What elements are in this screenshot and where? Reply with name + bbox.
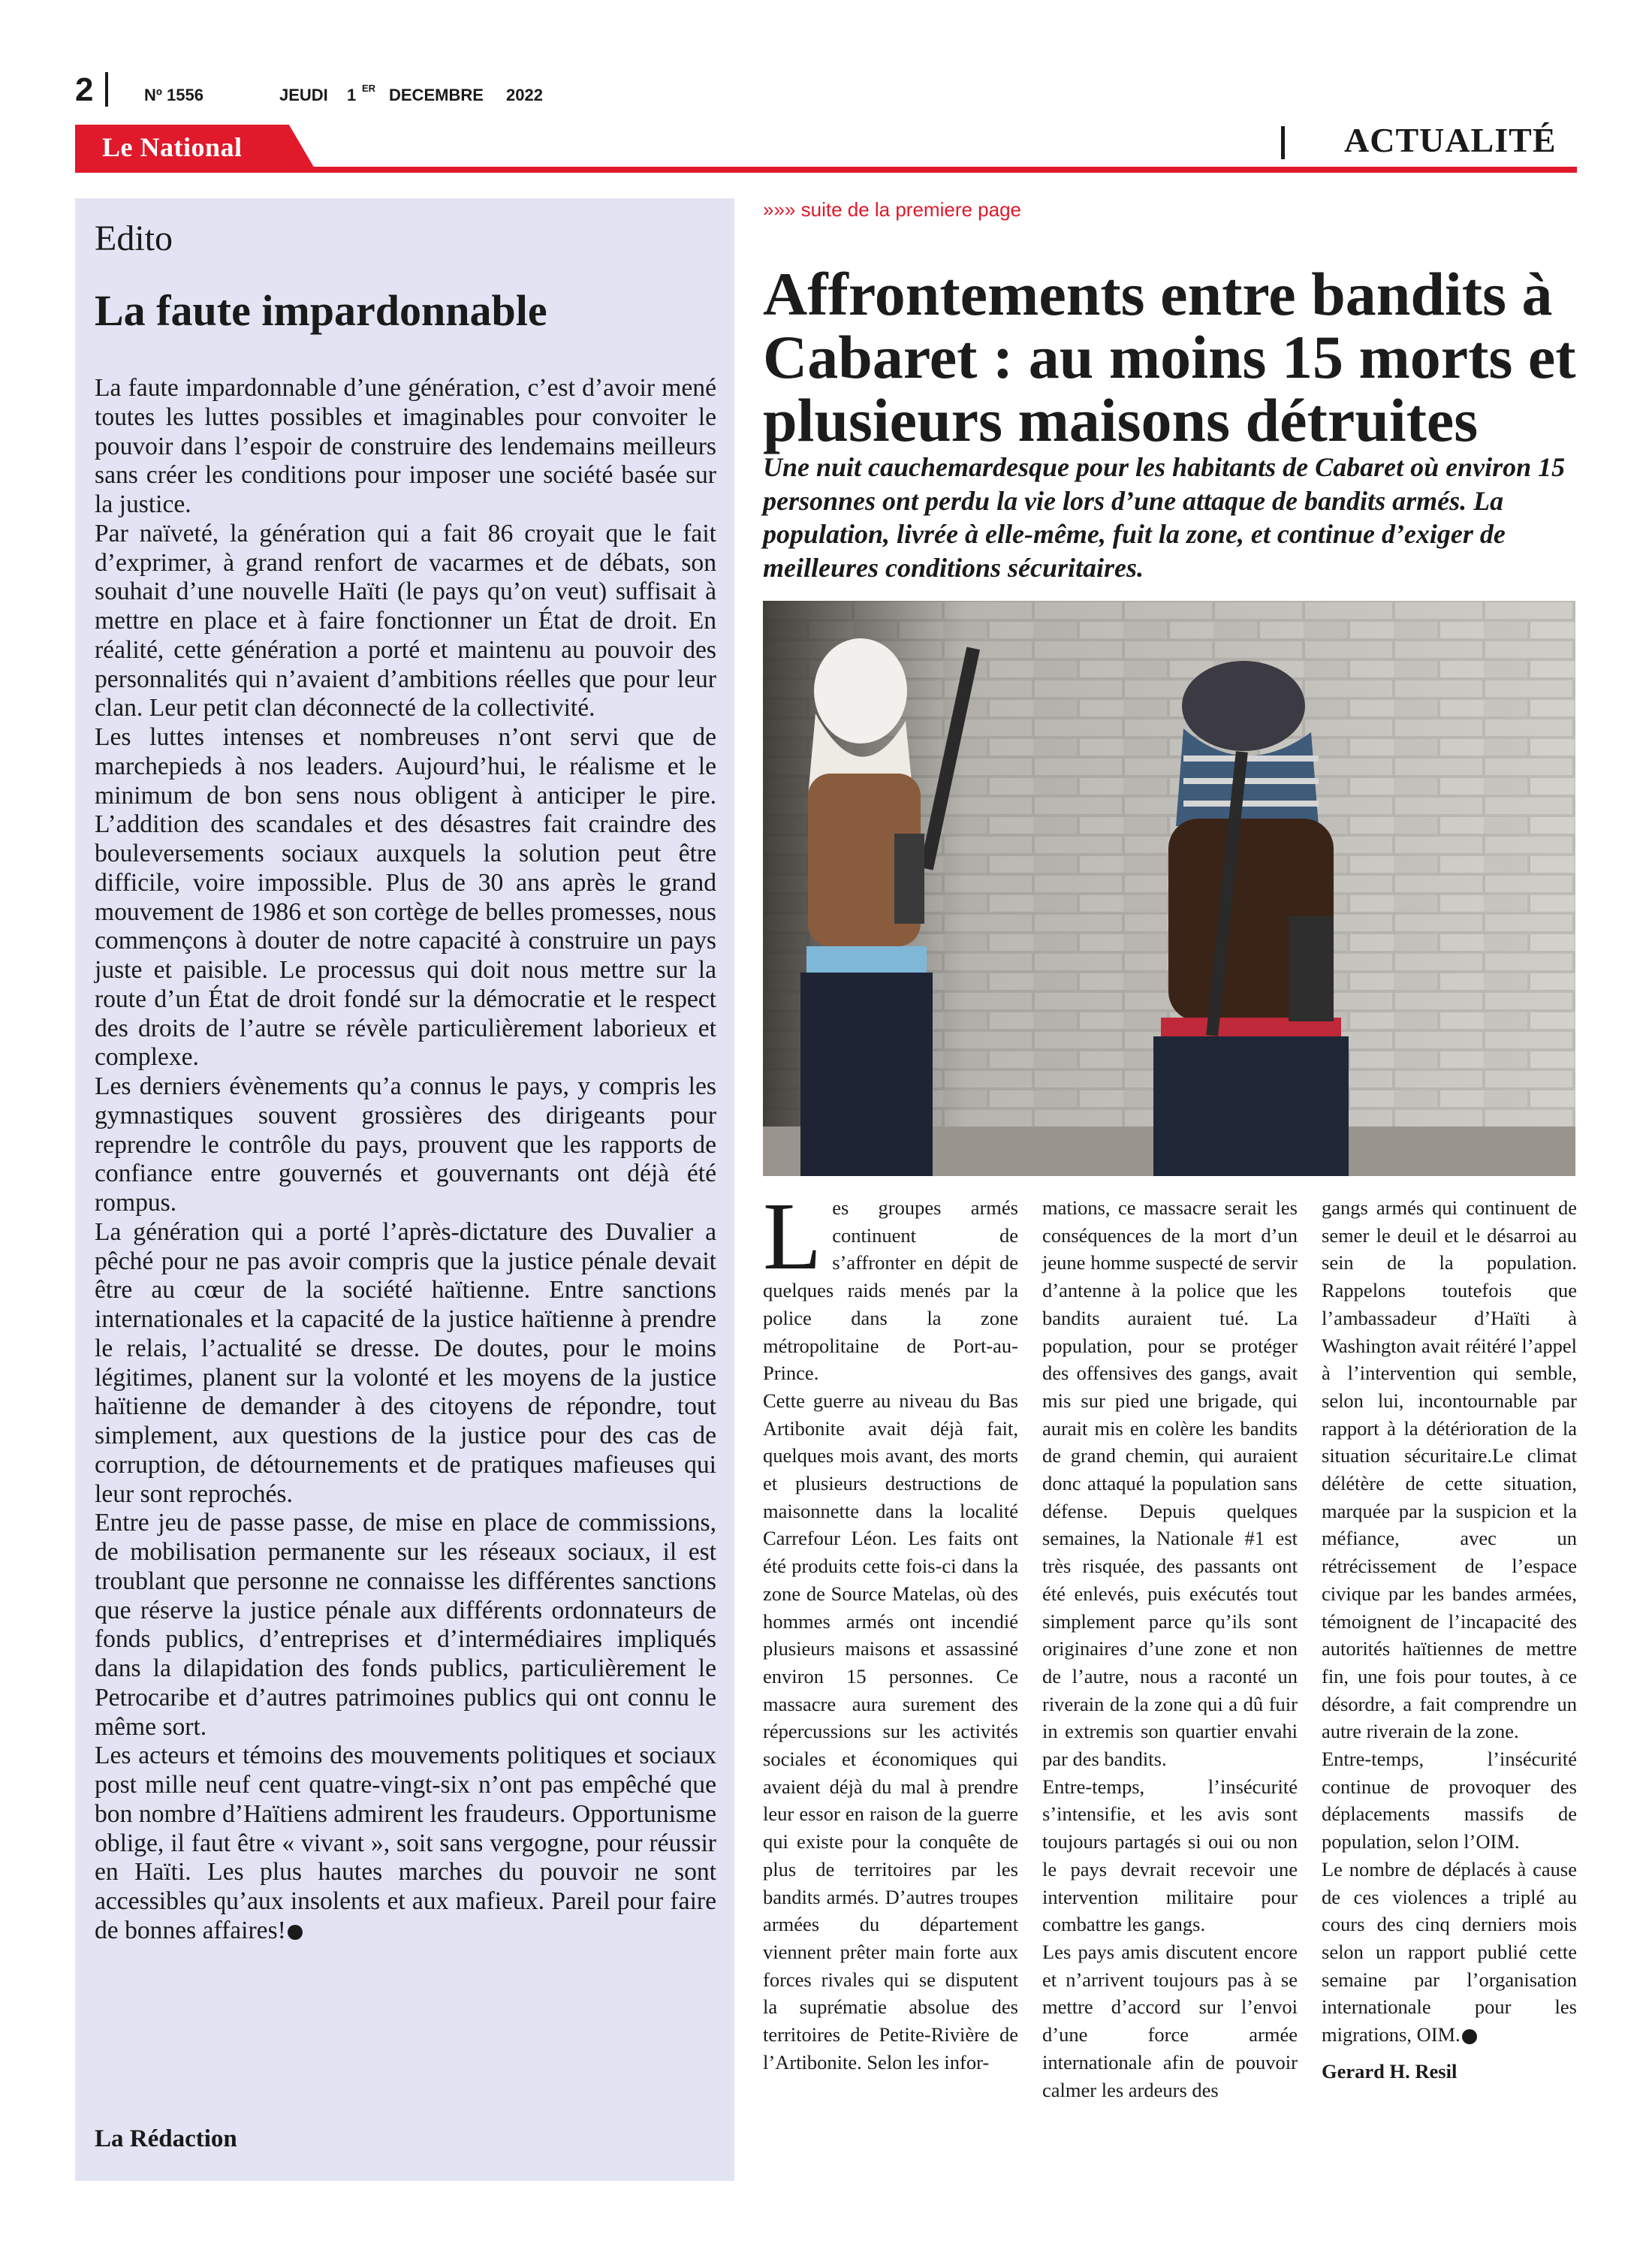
end-mark-icon bbox=[1462, 2029, 1477, 2044]
article-paragraph: Les pays amis discutent encore et n’arrivent toujours pas à se mettre d’accord sur l’envoi d’une force armée internationale afin de pouvoir calmer les ardeurs des bbox=[1042, 1940, 1298, 2101]
edito-paragraph: La faute impardonnable d’une génération, c’est d’avoir mené toutes les luttes possibles et imaginables pour convoiter le pouvoir dans l’espoir de construire des lendemains meilleurs sans créer les conditions pour imposer une société basée sur la justice. bbox=[95, 374, 716, 518]
edito-title: La faute impardonnable bbox=[95, 286, 547, 335]
article-paragraph bbox=[763, 1183, 1018, 1387]
article-column-3 bbox=[1322, 1194, 1577, 2086]
article-paragraph: Cette guerre au niveau du Bas Artibonite avait déjà fait, quelques mois avant, des morts et plusieurs destructions de maisonnette dans la localité Carrefour Léon. Les faits ont été produits cette fois-ci dans la zone de Source Matelas, où des hommes armés ont incendié plusieurs maisons et assassiné environ 15 personnes. Ce massacre aura surement des répercussions sur les activités sociales et économiques qui avaient déjà du mal à prendre leur essor en raison de la guerre qui existe pour la conquête de plus de territoires par les bandits armés. D’autres troupes armées du département viennent prêter main forte aux forces rivales qui se disputent la suprématie absolue des territoires de Petite-Rivière de l’Artibonite. Selon les infor- bbox=[763, 1389, 1018, 2074]
header-rule bbox=[75, 167, 1577, 173]
article-paragraph-text: es groupes armés continuent de s’affronter en dépit de quelques raids menés par la police dans la zone métropolitaine de Port-au-Prince. bbox=[763, 1196, 1018, 1385]
edito-paragraph: La génération qui a porté l’après-dictature des Duvalier a pêché pour ne pas avoir compris que la justice pénale devait être au cœur de la société haïtienne. Entre sanctions internationales et la capacité de la justice haïtienne à prendre le relais, l’actualité se dresse. De doutes, pour le moins légitimes, planent sur la volonté et les moyens de la justice haïtienne de demander à des citoyens de répondre, tout simplement, aux questions de la justice pour des cas de corruption, de détournements et de pratiques mafieuses qui leur sont reprochés. bbox=[95, 1217, 716, 1508]
edito-body bbox=[95, 374, 716, 1946]
article-photo bbox=[763, 601, 1575, 1176]
article-paragraph bbox=[1322, 1856, 1577, 2049]
article-deck: Une nuit cauchemardesque pour les habitants de Cabaret où environ 15 personnes ont perdu la vie lors d’une attaque de bandits armés. La population, livrée à elle-même, fuit la zone, et continue d’exiger de meilleures conditions sécuritaires. bbox=[763, 452, 1566, 583]
article-paragraph: Entre-temps, l’insécurité s’intensifie, et les avis sont toujours partagés si oui ou non le pays devrait recevoir une intervention militaire pour combattre les gangs. bbox=[1042, 1775, 1298, 1936]
brand-name: Le National bbox=[102, 132, 243, 162]
date-year: 2022 bbox=[506, 86, 543, 104]
edito-paragraph: Les derniers évènements qu’a connus le pays, y compris les gymnastiques souvent grossières des dirigeants pour reprendre le contrôle du pays, prouvent que les rapports de confiance entre gouvernés et gouvernants ont déjà été rompus. bbox=[95, 1072, 716, 1217]
drop-cap: L bbox=[763, 1183, 822, 1289]
page-number: 2 bbox=[75, 71, 94, 108]
article-paragraph: Entre-temps, l’insécurité continue de provoquer des déplacements massifs de population, selon l’OIM. bbox=[1322, 1748, 1577, 1853]
edito-kicker: Edito bbox=[95, 219, 173, 258]
edito-paragraph: Les luttes intenses et nombreuses n’ont servi que de marchepieds à nos leaders. Aujourd’hui, le réalisme et le minimum de bon sens nous obligent à anticiper le pire. L’addition des scandales et des désastres fait craindre des bouleversements sociaux auxquels la solution peut être difficile, voire impossible. Plus de 30 ans après le grand mouvement de 1986 et son cortège de belles promesses, nous commençons à douter de notre capacité à construire un pays juste et paisible. Le processus qui doit nous mettre sur la route d’un État de droit fondé sur la démocratie et le respect des droits de l’autre se révèle particulièrement laborieux et complexe. bbox=[95, 723, 716, 1072]
date-day-number: 1 bbox=[347, 86, 357, 104]
edito-paragraph: Par naïveté, la génération qui a fait 86 croyait que le fait d’exprimer, à grand renfort de vacarmes et de débats, son souhait d’une nouvelle Haïti (le pays qu’on veut) suffisait à mettre en place et à faire fonctionner un État de droit. En réalité, cette génération a porté et maintenu au pouvoir des personnalités qui n’avaient d’ambitions réelles que pour leur clan. Leur petit clan déconnecté de la collectivité. bbox=[95, 519, 716, 722]
page-number-divider bbox=[105, 72, 108, 107]
date-ordinal: ER bbox=[362, 83, 376, 94]
continued-from-link[interactable]: »»» suite de la premiere page bbox=[763, 198, 1022, 221]
end-mark-icon bbox=[288, 1925, 303, 1940]
article-paragraph-text: Le nombre de déplacés à cause de ces violences a triplé au cours des cinq derniers mois selon un rapport publié cette semaine par l’organisation internationale pour les migrations, OIM. bbox=[1322, 1857, 1577, 2046]
edito-paragraph-text: Les acteurs et témoins des mouvements politiques et sociaux post mille neuf cent quatre-vingt-six n’ont pas empêché que bon nombre d’Haïtiens admirent les fraudeurs. Opportunisme oblige, il faut être « vivant », soit sans vergogne, pour réussir en Haïti. Les plus hautes marches du pouvoir ne sont accessibles qu’aux insolents et aux mafieux. Pareil pour faire de bonnes affaires! bbox=[95, 1742, 716, 1944]
article-paragraph: mations, ce massacre serait les conséquences de la mort d’un jeune homme suspecté de servir d’antenne à la police que les bandits auraient tué. La population, pour se protéger des offensives des gangs, avait mis sur pied une brigade, qui aurait mis en colère les bandits de grand chemin, qui auraient donc attaqué la population sans défense. Depuis quelques semaines, la Nationale #1 est très risquée, des passants ont été enlevés, puis exécutés tout simplement parce qu’ils sont originaires d’une zone et non de l’autre, nous a raconté un riverain de la zone qui a dû fuir in extremis son quartier envahi par des bandits. bbox=[1042, 1196, 1298, 1771]
date-weekday: JEUDI bbox=[279, 86, 328, 104]
edito-paragraph: Entre jeu de passe passe, de mise en place de commissions, de mobilisation permanente sur les réseaux sociaux, il est troublant que personne ne connaisse les différentes sanctions que réserve la justice pénale aux différents ordonnateurs de fonds publics, d’entreprises et d’intermédiaires impliqués dans la dilapidation des fonds publics, particulièrement le Petrocaribe et d’autres patrimoines publics qui ont connu le même sort. bbox=[95, 1509, 716, 1741]
article-column-2 bbox=[1042, 1194, 1298, 2104]
article-column-1 bbox=[763, 1183, 1018, 2077]
section-divider bbox=[1281, 126, 1285, 159]
section-title: ACTUALITÉ bbox=[1344, 121, 1557, 159]
issue-number: Nº 1556 bbox=[144, 86, 203, 104]
article-headline: Affrontements entre bandits à Cabaret : au moins 15 morts et plusieurs maisons détruites bbox=[763, 260, 1576, 454]
article-paragraph: gangs armés qui continuent de semer le deuil et le désarroi au sein de la population. Rappelons toutefois que l’ambassadeur d’Haïti à Washington avait réitéré l’appel à l’intervention qui semble, selon lui, incontournable par rapport à la détérioration de la situation sécuritaire.Le climat délétère de cette situation, marquée par la suspicion et la méfiance, avec un rétrécissement de l’espace civique par les bandes armées, témoignent de l’incapacité des autorités haïtiennes de mettre fin, une fois pour toutes, à ce désordre, a fait comprendre un autre riverain de la zone. bbox=[1322, 1196, 1577, 1743]
edito-paragraph bbox=[95, 1742, 716, 1945]
date-month: DECEMBRE bbox=[389, 86, 484, 104]
edito-signature: La Rédaction bbox=[95, 2125, 237, 2152]
article-signature: Gerard H. Resil bbox=[1322, 2059, 1458, 2083]
